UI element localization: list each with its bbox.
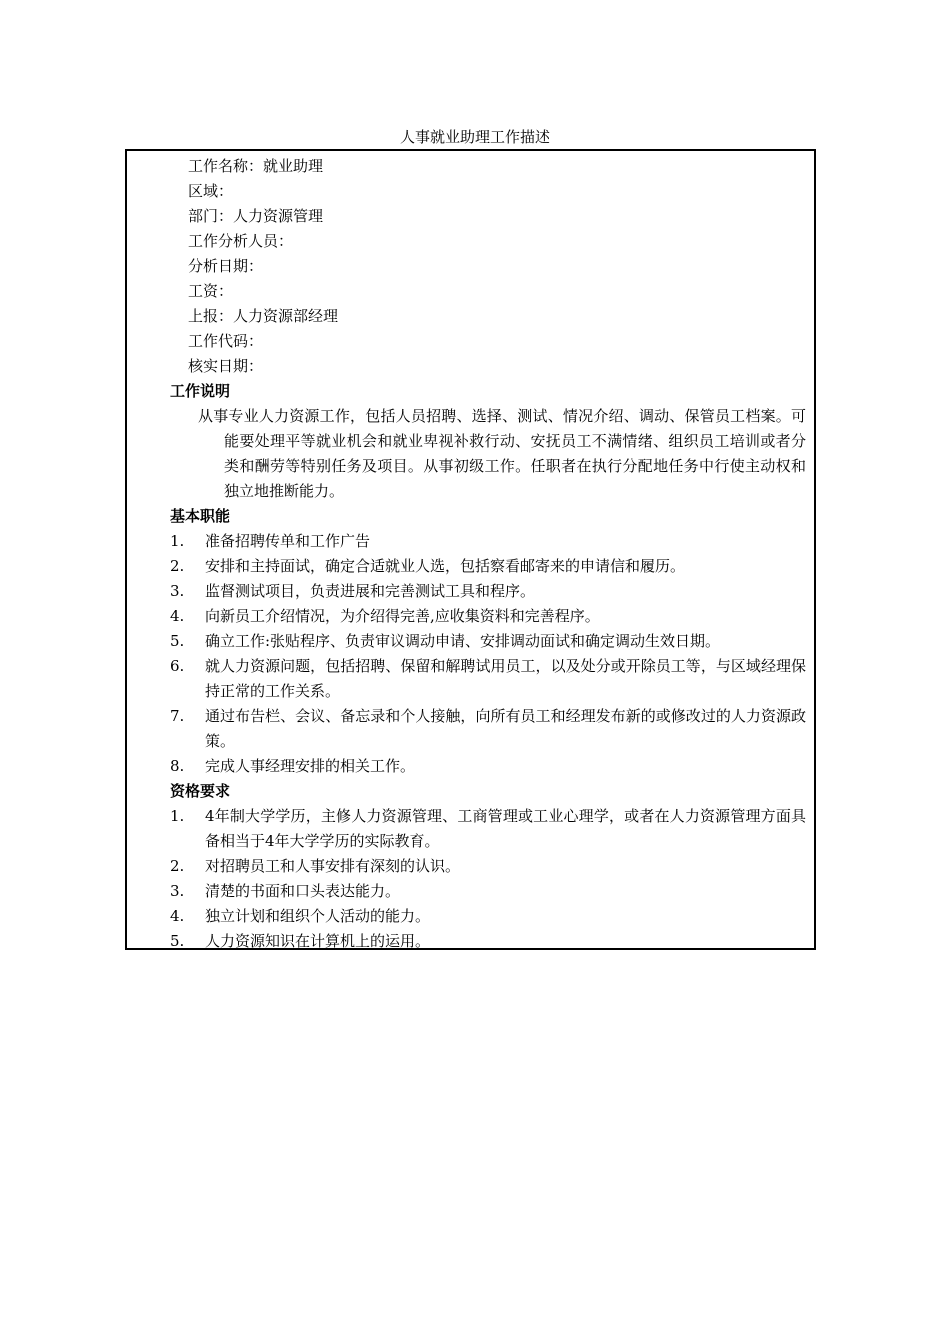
field-job-name: 工作名称：就业助理 [188,157,324,175]
item-text: 就人力资源问题，包括招聘、保留和解聘试用员工，以及处分或开除员工等，与区域经理保持正常的工作关系。 [205,657,806,700]
item-text: 4年制大学学历，主修人力资源管理、工商管理或工业心理学，或者在人力资源管理方面具备相当于4年大学学历的实际教育。 [205,807,806,850]
item-number: 3. [170,882,185,900]
work-description-heading: 工作说明 [170,382,231,400]
item-number: 1. [170,532,185,550]
list-item [170,879,806,904]
item-number: 7. [170,707,185,725]
item-number: 5. [170,632,185,650]
list-item [170,804,806,854]
item-number: 6. [170,657,185,675]
field-analyst: 工作分析人员： [188,232,294,250]
item-number: 3. [170,582,185,600]
list-item [170,629,806,654]
item-text: 监督测试项目，负责进展和完善测试工具和程序。 [205,582,536,600]
field-analysis-date: 分析日期： [188,257,264,275]
duties-heading: 基本职能 [170,507,231,525]
list-item [170,904,806,929]
list-item [170,754,806,779]
job-description-frame [125,149,816,950]
list-item [170,579,806,604]
job-description-content [170,154,808,954]
list-item [170,529,806,554]
item-number: 8. [170,757,185,775]
document-title: 人事就业助理工作描述 [399,128,550,146]
item-number: 2. [170,857,185,875]
list-item [170,604,806,629]
field-department: 部门：人力资源管理 [188,207,324,225]
item-text: 人力资源知识在计算机上的运用。 [205,932,431,950]
item-text: 通过布告栏、会议、备忘录和个人接触，向所有员工和经理发布新的或修改过的人力资源政策。 [205,707,806,750]
item-number: 5. [170,932,185,950]
item-text: 对招聘员工和人事安排有深刻的认识。 [205,857,461,875]
list-item [170,929,806,954]
qualifications-list [170,804,808,954]
item-text: 完成人事经理安排的相关工作。 [205,757,416,775]
qualifications-heading: 资格要求 [170,782,231,800]
item-text: 安排和主持面试，确定合适就业人选，包括察看邮寄来的申请信和履历。 [205,557,686,575]
field-region: 区域： [188,182,234,200]
list-item [170,704,806,754]
field-reports-to: 上报：人力资源部经理 [188,307,339,325]
field-salary: 工资： [188,282,234,300]
work-description-text: 从事专业人力资源工作，包括人员招聘、选择、测试、情况介绍、调动、保管员工档案。可能要处理平等就业机会和就业卑视补救行动、安抚员工不满情绪、组织员工培训或者分类和酬劳等特别任务及项目。从事初级工作。任职者在执行分配地任务中行使主动权和独立地推断能力。 [198,407,806,500]
item-number: 4. [170,607,185,625]
item-text: 向新员工介绍情况，为介绍得完善,应收集资料和完善程序。 [205,607,600,625]
list-item [170,554,806,579]
item-text: 清楚的书面和口头表达能力。 [205,882,401,900]
field-job-code: 工作代码： [188,332,264,350]
item-text: 准备招聘传单和工作广告 [205,532,371,550]
list-item [170,854,806,879]
list-item [170,654,806,704]
item-number: 2. [170,557,185,575]
item-text: 确立工作:张贴程序、负责审议调动申请、安排调动面试和确定调动生效日期。 [205,632,721,650]
item-number: 1. [170,807,185,825]
field-list [170,154,808,379]
item-text: 独立计划和组织个人活动的能力。 [205,907,431,925]
field-verify-date: 核实日期： [188,357,264,375]
item-number: 4. [170,907,185,925]
duties-list [170,529,808,779]
